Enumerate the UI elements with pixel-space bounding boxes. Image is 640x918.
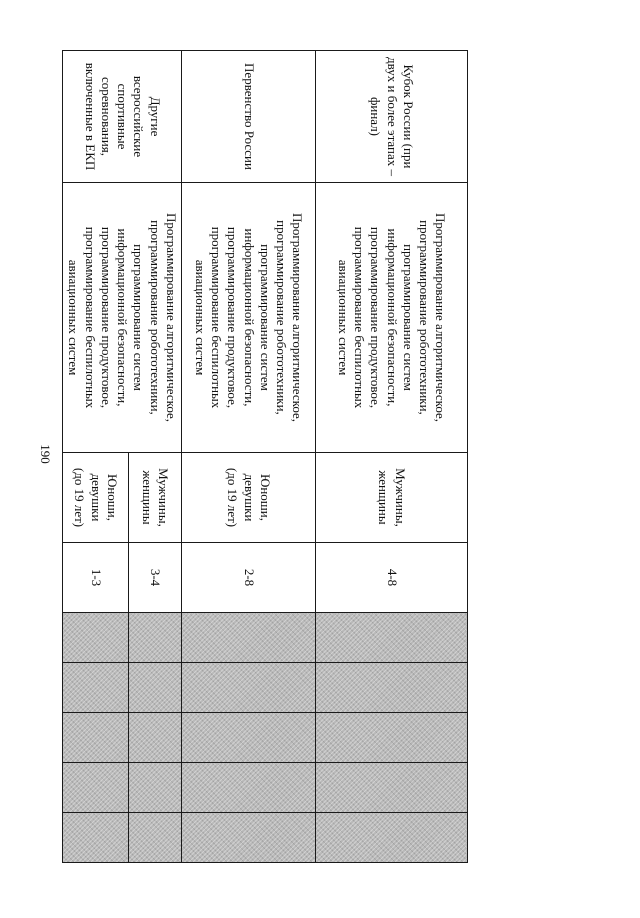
gender-age-cell: Мужчины, женщины <box>316 453 468 543</box>
shaded-cell <box>129 713 182 763</box>
shaded-cell <box>316 613 468 663</box>
page-number: 190 <box>38 444 53 464</box>
shaded-cell <box>63 663 129 713</box>
range-cell: 3-4 <box>129 543 182 613</box>
gender-age-cell: Мужчины, женщины <box>129 453 182 543</box>
event-name-cell: Другие всероссийские спортивные соревнования, включенные в ЕКП <box>63 51 182 183</box>
rotated-table-wrapper <box>66 50 468 862</box>
competition-table <box>62 50 468 863</box>
shaded-cell <box>129 613 182 663</box>
table-row <box>316 51 468 863</box>
shaded-cell <box>182 813 316 863</box>
range-cell: 2-8 <box>182 543 316 613</box>
event-name-cell: Первенство России <box>182 51 316 183</box>
range-cell: 1-3 <box>63 543 129 613</box>
shaded-cell <box>63 713 129 763</box>
shaded-cell <box>182 713 316 763</box>
shaded-cell <box>63 613 129 663</box>
range-cell: 4-8 <box>316 543 468 613</box>
shaded-cell <box>63 813 129 863</box>
shaded-cell <box>63 763 129 813</box>
disciplines-cell: Программирование алгоритмическое, программирование робототехники, программирование систем информационной безопасности, программирование продуктовое, программирование беспилотных авиационных систем <box>63 183 182 453</box>
event-name-cell: Кубок России (при двух и более этапах – финал) <box>316 51 468 183</box>
shaded-cell <box>182 763 316 813</box>
shaded-cell <box>316 763 468 813</box>
shaded-cell <box>129 813 182 863</box>
disciplines-cell: Программирование алгоритмическое, программирование робототехники, программирование систем информационной безопасности, программирование продуктовое, программирование беспилотных авиационных систем <box>316 183 468 453</box>
shaded-cell <box>182 663 316 713</box>
shaded-cell <box>316 663 468 713</box>
shaded-cell <box>316 813 468 863</box>
table-row <box>129 51 182 863</box>
shaded-cell <box>129 663 182 713</box>
shaded-cell <box>182 613 316 663</box>
gender-age-cell: Юноши, девушки (до 19 лет) <box>63 453 129 543</box>
table-row <box>182 51 316 863</box>
disciplines-cell: Программирование алгоритмическое, программирование робототехники, программирование систем информационной безопасности, программирование продуктовое, программирование беспилотных авиационных систем <box>182 183 316 453</box>
shaded-cell <box>129 763 182 813</box>
gender-age-cell: Юноши, девушки (до 19 лет) <box>182 453 316 543</box>
shaded-cell <box>316 713 468 763</box>
